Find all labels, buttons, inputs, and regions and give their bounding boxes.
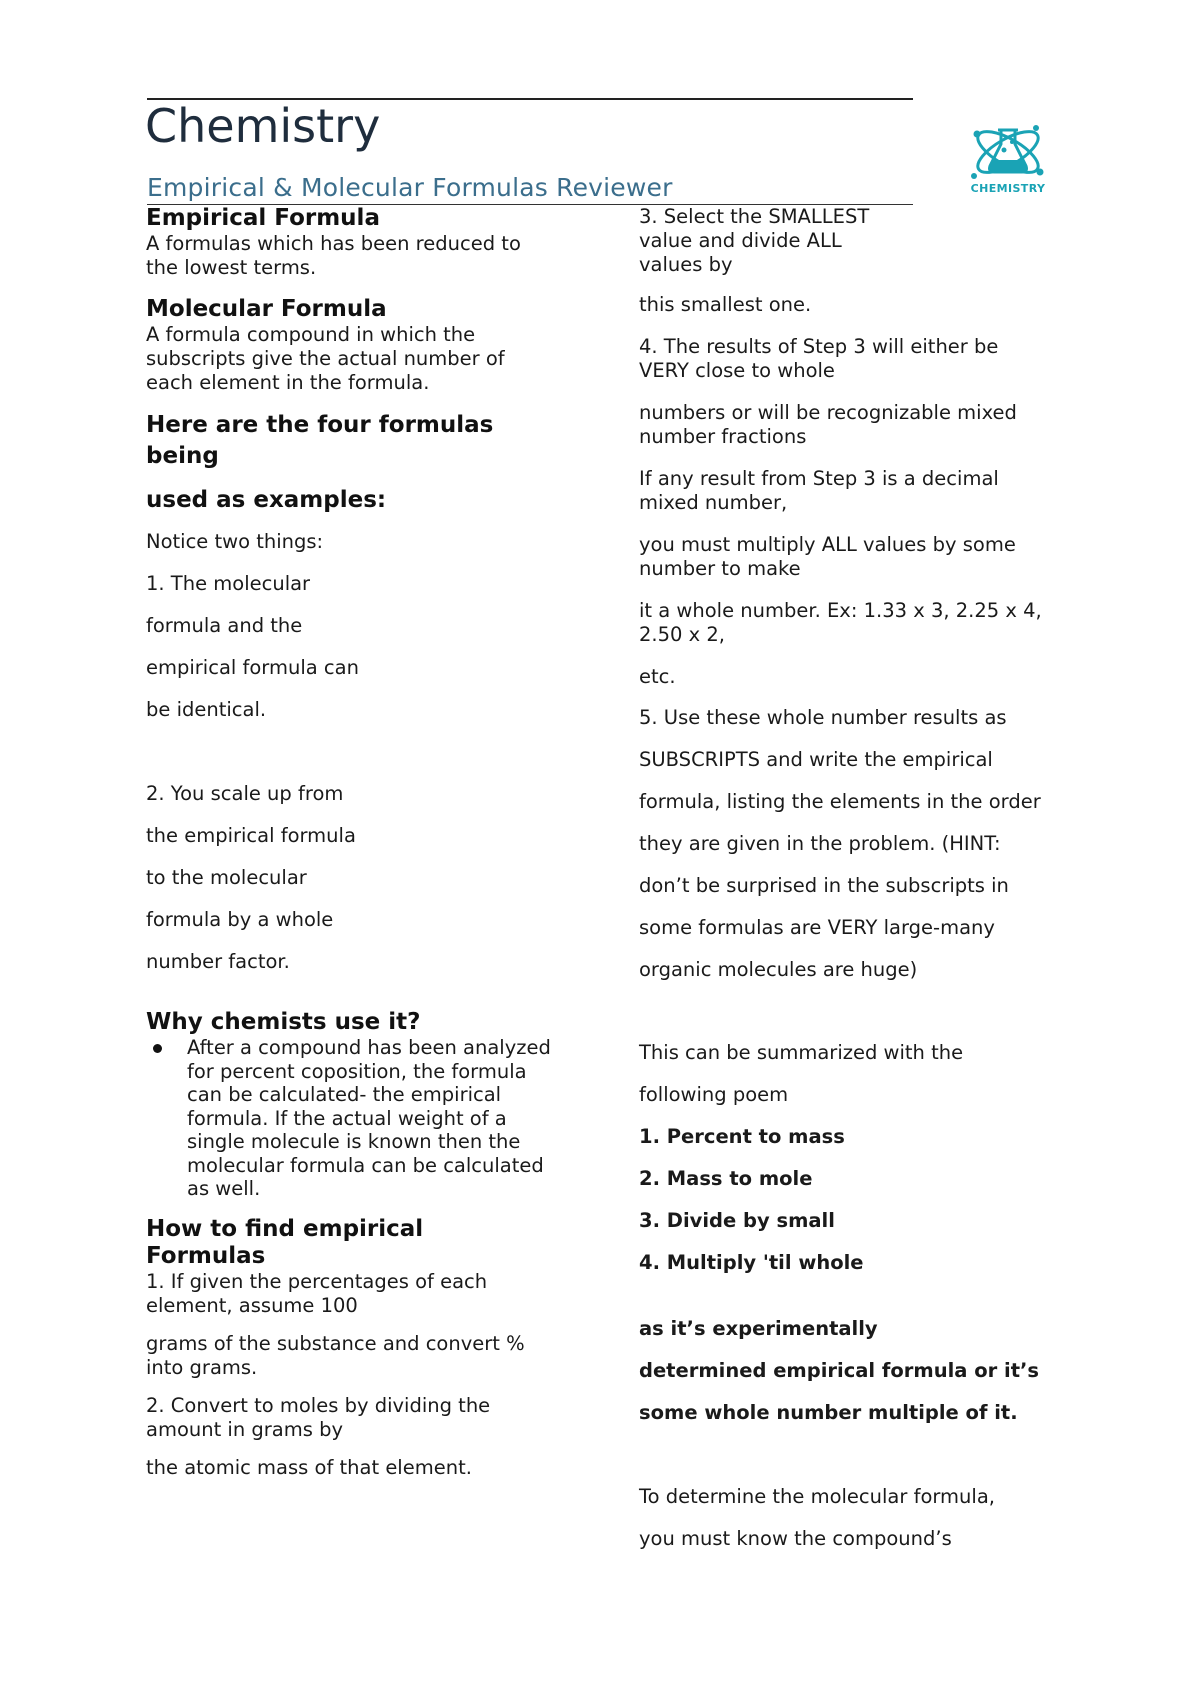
- point2-line-1: 2. You scale up from: [146, 782, 344, 805]
- step4-line-7: you must multiply ALL values by some: [639, 533, 1016, 556]
- why-bullet-line-2: for percent coposition, the formula: [187, 1059, 527, 1083]
- why-bullet-line-6: molecular formula can be calculated: [187, 1153, 544, 1177]
- page-title: Chemistry: [145, 99, 381, 153]
- how-heading-1: How to find empirical: [146, 1215, 424, 1242]
- step1-line-3: grams of the substance and convert %: [146, 1331, 525, 1355]
- step1-line-4: into grams.: [146, 1355, 258, 1379]
- left-column: [146, 205, 576, 1480]
- point2-line-5: number factor.: [146, 950, 290, 973]
- why-bullet-item: [146, 1036, 576, 1201]
- step4-line-4: number fractions: [639, 425, 807, 448]
- bullet-dot-icon: [153, 1044, 162, 1053]
- step4-line-8: number to make: [639, 557, 801, 580]
- step4-line-11: etc.: [639, 665, 676, 688]
- empirical-text-1: A formulas which has been reduced to: [146, 232, 521, 255]
- why-bullet-line-5: single molecule is known then the: [187, 1130, 521, 1153]
- molecular-text-2: subscripts give the actual number of: [146, 347, 505, 370]
- step4-line-5: If any result from Step 3 is a decimal: [639, 467, 999, 490]
- step1-line-2: element, assume 100: [146, 1293, 358, 1317]
- four-formulas-heading-1: Here are the four formulas: [146, 412, 494, 438]
- poem-line-4: 4. Multiply 'til whole: [639, 1251, 864, 1274]
- point1-line-2: formula and the: [146, 614, 303, 637]
- point1-line-4: be identical.: [146, 698, 267, 721]
- empirical-text-2: the lowest terms.: [146, 256, 317, 279]
- step4-line-1: 4. The results of Step 3 will either be: [639, 335, 999, 358]
- logo-label: CHEMISTRY: [970, 182, 1046, 195]
- why-bullet-line-3: can be calculated- the empirical: [187, 1083, 502, 1106]
- point2-line-2: the empirical formula: [146, 824, 356, 847]
- step4-line-9: it a whole number. Ex: 1.33 x 3, 2.25 x 4,: [639, 599, 1042, 622]
- poem-line-2: 2. Mass to mole: [639, 1167, 813, 1190]
- why-bullet-text: [187, 1036, 551, 1201]
- step2-line-2: amount in grams by: [146, 1417, 344, 1441]
- step2-line-1: 2. Convert to moles by dividing the: [146, 1393, 491, 1417]
- step4-line-2: VERY close to whole: [639, 359, 835, 382]
- right-column: [639, 205, 1079, 1551]
- conclusion-line-1: as it’s experimentally: [639, 1317, 878, 1340]
- page-subtitle: Empirical & Molecular Formulas Reviewer: [147, 173, 673, 202]
- step5-line-5: don’t be surprised in the subscripts in: [639, 874, 1009, 897]
- point1-line-1: 1. The molecular: [146, 572, 311, 595]
- why-bullet-line-7: as well.: [187, 1177, 261, 1200]
- why-bullet-line-4: formula. If the actual weight of a: [187, 1106, 507, 1130]
- step3-line-1: 3. Select the SMALLEST: [639, 205, 870, 228]
- step3-line-3: values by: [639, 253, 733, 276]
- molecular-text-1: A formula compound in which the: [146, 323, 476, 346]
- step2-line-3: the atomic mass of that element.: [146, 1455, 472, 1479]
- summary-line-1: This can be summarized with the: [639, 1041, 964, 1064]
- step4-line-3: numbers or will be recognizable mixed: [639, 401, 1017, 424]
- step3-line-2: value and divide ALL: [639, 229, 842, 252]
- step3-line-4: this smallest one.: [639, 293, 812, 316]
- molecular-heading: Molecular Formula: [146, 296, 387, 322]
- point1-line-3: empirical formula can: [146, 656, 359, 679]
- four-formulas-heading-3: used as examples:: [146, 487, 387, 513]
- why-heading: Why chemists use it?: [146, 1009, 421, 1035]
- four-formulas-heading-2: being: [146, 443, 219, 469]
- molecular-intro-line-2: you must know the compound’s: [639, 1527, 952, 1550]
- why-bullet-line-1: After a compound has been analyzed: [187, 1036, 551, 1059]
- poem-line-1: 1. Percent to mass: [639, 1125, 845, 1148]
- step5-line-1: 5. Use these whole number results as: [639, 706, 1007, 729]
- step5-line-6: some formulas are VERY large-many: [639, 916, 995, 939]
- how-heading-2: Formulas: [146, 1242, 266, 1269]
- step1-line-1: 1. If given the percentages of each: [146, 1269, 488, 1293]
- conclusion-line-3: some whole number multiple of it.: [639, 1401, 1018, 1424]
- step4-line-6: mixed number,: [639, 491, 788, 514]
- notice-text: Notice two things:: [146, 530, 324, 553]
- molecular-intro-line-1: To determine the molecular formula,: [639, 1485, 995, 1508]
- step5-line-7: organic molecules are huge): [639, 958, 918, 981]
- step5-line-4: they are given in the problem. (HINT:: [639, 832, 1001, 855]
- conclusion-line-2: determined empirical formula or it’s: [639, 1359, 1040, 1382]
- empirical-heading: Empirical Formula: [146, 205, 380, 231]
- step5-line-3: formula, listing the elements in the order: [639, 790, 1041, 813]
- molecular-text-3: each element in the formula.: [146, 371, 430, 394]
- point2-line-4: formula by a whole: [146, 908, 334, 931]
- poem-line-3: 3. Divide by small: [639, 1209, 835, 1232]
- step4-line-10: 2.50 x 2,: [639, 623, 725, 646]
- step5-line-2: SUBSCRIPTS and write the empirical: [639, 748, 993, 771]
- point2-line-3: to the molecular: [146, 866, 307, 889]
- summary-line-2: following poem: [639, 1083, 789, 1106]
